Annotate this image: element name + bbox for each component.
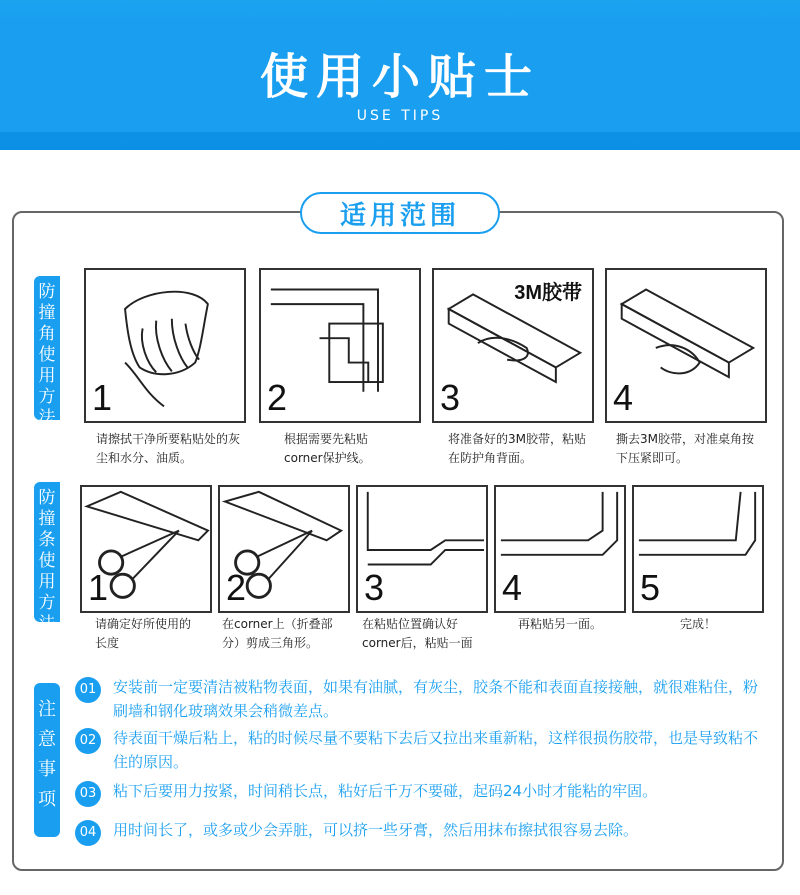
corner-step-2-panel [259, 268, 421, 423]
corner-step-4-panel [605, 268, 767, 423]
step-number: 1 [88, 567, 109, 608]
note-number: 02 [75, 728, 101, 754]
note-item [75, 730, 775, 774]
corner-step-4-caption: 撕去3M胶带，对准桌角按下压紧即可。 [616, 432, 754, 465]
strip-step-1-caption: 请确定好所使用的长度 [95, 617, 192, 650]
corner-guard-label: 防撞角使用方法 [34, 276, 60, 420]
note-number: 01 [75, 677, 101, 703]
step-number: 2 [267, 377, 288, 418]
note-item [75, 679, 775, 723]
step-number: 4 [613, 377, 634, 418]
step-number: 2 [226, 567, 247, 608]
tape-label: 3M胶带 [514, 282, 582, 304]
note-number: 04 [75, 820, 101, 846]
step-number: 1 [92, 377, 113, 418]
strip-step-2-panel [218, 485, 350, 613]
note-text: 安装前一定要清洁被粘物表面，如果有油腻，有灰尘，胶条不能和表面直接接触，就很难粘住，粉刷墙和钢化玻璃效果会稍微差点。 [113, 678, 759, 720]
step-number: 3 [364, 567, 385, 608]
strip-step-3-caption: 在粘贴位置确认好corner后，粘贴一面 [362, 617, 473, 650]
strip-step-5-caption: 完成！ [679, 617, 716, 631]
header-banner [0, 0, 800, 150]
note-text: 用时间长了，或多或少会弄脏，可以挤一些牙膏，然后用抹布擦拭很容易去除。 [113, 821, 639, 839]
note-text: 粘下后要用力按紧，时间稍长点，粘好后千万不要碰，起码24小时才能粘的牢固。 [113, 782, 658, 800]
corner-step-1-panel [84, 268, 246, 423]
corner-step-2-caption: 根据需要先粘贴corner保护线。 [284, 432, 371, 465]
notes-label: 注意事项 [34, 683, 60, 837]
corner-step-1-caption: 请擦拭干净所要粘贴处的灰尘和水分、油质。 [96, 432, 241, 465]
strip-step-1-panel [80, 485, 212, 613]
strip-step-4-panel [494, 485, 626, 613]
section-title: 适用范围 [300, 192, 500, 234]
note-item [75, 822, 775, 846]
strip-guard-label: 防撞条使用方法 [34, 482, 60, 622]
step-number: 4 [502, 567, 523, 608]
page-title: 使用小贴士 [259, 49, 540, 105]
corner-step-3-caption: 将准备好的3M胶带，粘贴在防护角背面。 [448, 432, 586, 465]
corner-step-3-panel [432, 268, 594, 423]
page-subtitle: USE TIPS [356, 108, 444, 124]
note-item [75, 783, 775, 807]
strip-step-2-caption: 在corner上（折叠部分）剪成三角形。 [222, 617, 333, 650]
note-number: 03 [75, 781, 101, 807]
strip-step-4-caption: 再粘贴另一面。 [517, 617, 602, 631]
note-text: 待表面干燥后粘上，粘的时候尽量不要粘下去后又拉出来重新粘，这样很损伤胶带，也是导致粘不住的原因。 [113, 729, 759, 771]
step-number: 5 [640, 567, 661, 608]
step-number: 3 [440, 377, 461, 418]
strip-step-5-panel [632, 485, 764, 613]
strip-step-3-panel [356, 485, 488, 613]
